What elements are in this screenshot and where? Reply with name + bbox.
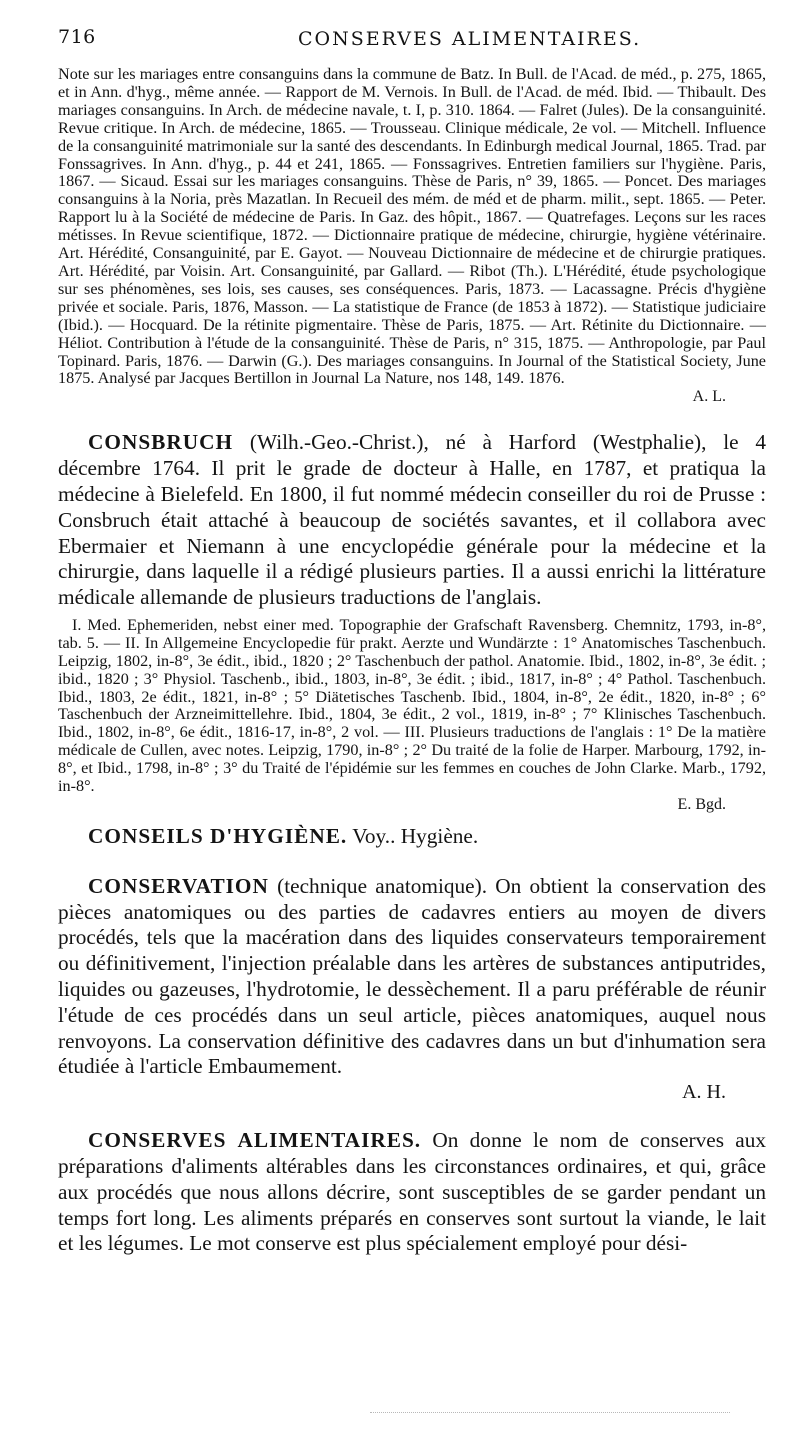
footer-divider: [370, 1412, 730, 1413]
entry-conserves: [58, 1128, 766, 1257]
entry-conseils-headword: CONSEILS D'HYGIÈNE.: [88, 823, 348, 848]
entry-conserves-body: On donne le nom de conserves aux préparations d'aliments altérables dans les circonstances ordinaires, et qui, grâce aux procédés que nous allons décrire, sont susceptibles de se garder pendant un temps fort long. Les aliments préparés en conserves sont surtout la viande, le lait et les légumes. Le mot conserve est plus spécialement employé pour dési-: [58, 1128, 767, 1256]
entry-conservation: [58, 874, 766, 1080]
consanguinity-bibliography: Note sur les mariages entre consanguins dans la commune de Batz. In Bull. de l'Acad. de méd., p. 275, 1865, et in Ann. d'hyg., même année. — Rapport de M. Vernois. In Bull. de l'Acad. de méd. Ibid. — Thibault. Des mariages consanguins. In Arch. de médecine navale, t. I, p. 310. 1864. — Falret (Jules). De la consanguinité. Revue critique. In Arch. de médecine, 1865. — Trousseau. Clinique médicale, 2e vol. — Mitchell. Influence de la consanguinité matrimoniale sur la santé des descendants. In Edinburgh medical Journal, 1865. Trad. par Fonssagrives. In Ann. d'hyg., p. 44 et 241, 1865. — Fonssagrives. Entretien familiers sur l'hygiène. Paris, 1867. — Sicaud. Essai sur les mariages consanguins. Thèse de Paris, n° 39, 1865. — Poncet. Des mariages consanguins à la Noria, près Mazatlan. In Recueil des mém. de méd et de pharm. milit., sept. 1865. — Peter. Rapport lu à la Société de médecine de Paris. In Gaz. des hôpit., 1867. — Quatrefages. Leçons sur les races métisses. In Revue scientifique, 1872. — Dictionnaire pratique de médecine, chirurgie, hygiène vétérinaire. Art. Hérédité, Consanguinité, par E. Gayot. — Nouveau Dictionnaire de médecine et de chirurgie pratiques. Art. Hérédité, par Voisin. Art. Consanguinité, par Gallard. — Ribot (Th.). L'Hérédité, étude psychologique sur ses phénomènes, ses lois, ses causes, ses conséquences. Paris, 1873. — Lacassagne. Précis d'hygiène privée et sociale. Paris, 1876, Masson. — La statistique de France (de 1853 à 1872). — Statistique judiciaire (Ibid.). — Hocquard. De la rétinite pigmentaire. Thèse de Paris, 1875. — Art. Rétinite du Dictionnaire. — Héliot. Contribution à l'étude de la consanguinité. Thèse de Paris, n° 315, 1875. — Anthropologie, par Paul Topinard. Paris, 1876. — Darwin (G.). Des mariages consanguins. In Journal of the Statistical Society, June 1875. Analysé par Jacques Bertillon in Journal La Nature, nos 148, 149. 1876.: [58, 65, 766, 388]
entry-conservation-signature: A. H.: [682, 1081, 726, 1104]
running-title: CONSERVES ALIMENTAIRES.: [298, 28, 642, 50]
entry-conseils-body: Voy.. Hygiène.: [352, 823, 479, 848]
entry-conservation-headword: CONSERVATION: [88, 873, 269, 898]
consanguinity-signature: A. L.: [692, 388, 726, 406]
entry-conserves-headword: CONSERVES ALIMENTAIRES.: [88, 1128, 422, 1153]
entry-conservation-body: (technique anatomique). On obtient la conservation des pièces anatomiques ou des parties de cadavres entiers au moyen de divers procédés, tels que la macération dans des liquides conservateurs temporairement ou définitivement, l'injection préalable dans les artères de substances antiputrides, liquides ou gazeuses, l'hydrotomie, le dessèchement. Il a paru préférable de réunir l'étude de ces procédés dans un seul article, pièces anatomiques, auquel nous renvoyons. La conservation définitive des cadavres dans un but d'inhumation sera étudiée à l'article Embaumement.: [58, 873, 766, 1079]
entry-consbruch-headword: CONSBRUCH: [88, 430, 234, 455]
entry-conseils: [58, 824, 766, 850]
entry-consbruch-body: (Wilh.-Geo.-Christ.), né à Harford (Westphalie), le 4 décembre 1764. Il prit le grade de docteur à Halle, en 1787, et pratiqua la médecine à Bielefeld. En 1800, il fut nommé médecin conseiller du roi de Prusse : Consbruch était attaché à beaucoup de sociétés savantes, et il collabora avec Ebermaier et Niemann à une encyclopédie générale pour la médecine et la chirurgie, dans laquelle il a rédigé plusieurs parties. Il a aussi enrichi la littérature médicale allemande de plusieurs traductions de l'anglais.: [58, 430, 767, 610]
entry-consbruch-signature: E. Bgd.: [677, 795, 726, 813]
entry-consbruch-bibliography: I. Med. Ephemeriden, nebst einer med. Topographie der Grafschaft Ravensberg. Chemnitz, 1793, in-8°, tab. 5. — II. In Allgemeine Encyclopedie für prakt. Aerzte und Wundärzte : 1° Anatomisches Taschenbuch. Leipzig, 1802, in-8°, 3e édit., ibid., 1820 ; 2° Taschenbuch der pathol. Anatomie. Ibid., 1802, in-8°, 3e édit. ; ibid., 1820 ; 3° Physiol. Taschenb., ibid., 1803, in-8°, 3e édit. ; ibid., 1817, in-8° ; 4° Pathol. Taschenbuch. Ibid., 1803, 2e édit., 1821, in-8° ; 5° Diätetisches Taschenb. Ibid., 1804, in-8°, 2e édit., 1820, in-8° ; 6° Taschenbuch der Arzneimittellehre. Ibid., 1804, 3e édit., 2 vol., 1819, in-8° ; 7° Klinisches Taschenbuch. Ibid., 1802, in-8°, 6e édit., 1816-17, in-8°, 2 vol. — III. Plusieurs traductions de l'anglais : 1° De la matière médicale de Cullen, avec notes. Leipzig, 1790, in-8° ; 2° Du traité de la folie de Harper. Marbourg, 1792, in-8°, et Ibid., 1798, in-8° ; 3° du Traité de l'épidémie sur les femmes en couches de John Clarke. Marb., 1792, in-8°.: [58, 615, 766, 796]
entry-consbruch: [58, 430, 766, 611]
page-header: [58, 26, 766, 66]
page-number: 716: [58, 26, 96, 48]
